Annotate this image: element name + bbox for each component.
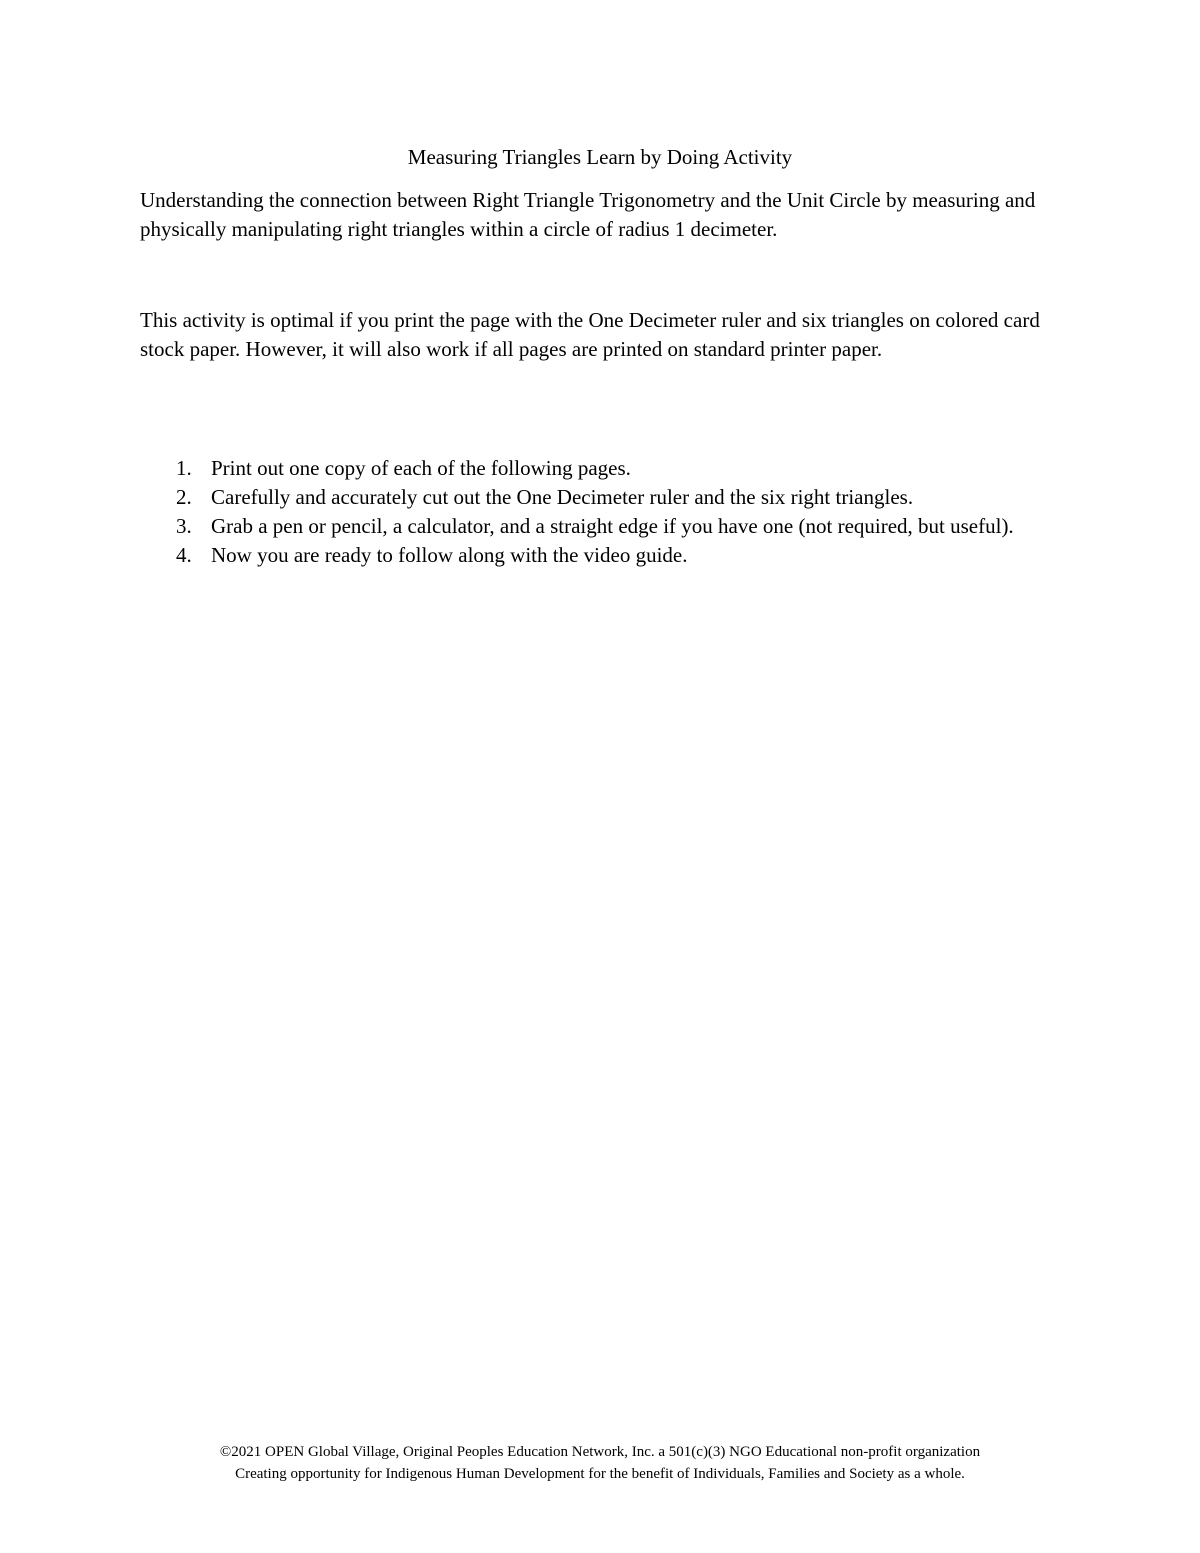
page-footer <box>0 1441 1200 1485</box>
list-item <box>140 512 1050 541</box>
list-item-number: 4. <box>176 543 192 567</box>
list-item <box>140 541 1050 570</box>
list-item <box>140 454 1050 483</box>
footer-tagline: Creating opportunity for Indigenous Human Development for the benefit of Individuals, Families and Society as a whole. <box>235 1466 965 1482</box>
list-item-text: Print out one copy of each of the following pages. <box>211 456 631 480</box>
footer-copyright: ©2021 OPEN Global Village, Original Peoples Education Network, Inc. a 501(c)(3) NGO Educational non-profit organization <box>219 1444 981 1460</box>
list-item-number: 1. <box>176 456 192 480</box>
list-item-text: Grab a pen or pencil, a calculator, and a straight edge if you have one (not required, but useful). <box>211 514 1014 538</box>
list-item-number: 2. <box>176 485 192 509</box>
page-title: Measuring Triangles Learn by Doing Activity <box>407 145 793 169</box>
intro-paragraph: Understanding the connection between Right Triangle Trigonometry and the Unit Circle by measuring and physically manipulating right triangles within a circle of radius 1 decimeter. <box>140 188 1036 241</box>
list-item-number: 3. <box>176 514 192 538</box>
print-note-paragraph: This activity is optimal if you print the page with the One Decimeter ruler and six triangles on colored card stock paper. However, it will also work if all pages are printed on standard printer paper. <box>140 308 1040 361</box>
list-item-text: Carefully and accurately cut out the One Decimeter ruler and the six right triangles. <box>211 485 914 509</box>
list-item-text: Now you are ready to follow along with the video guide. <box>211 543 688 567</box>
list-item <box>140 483 1050 512</box>
steps-list <box>140 454 1050 570</box>
